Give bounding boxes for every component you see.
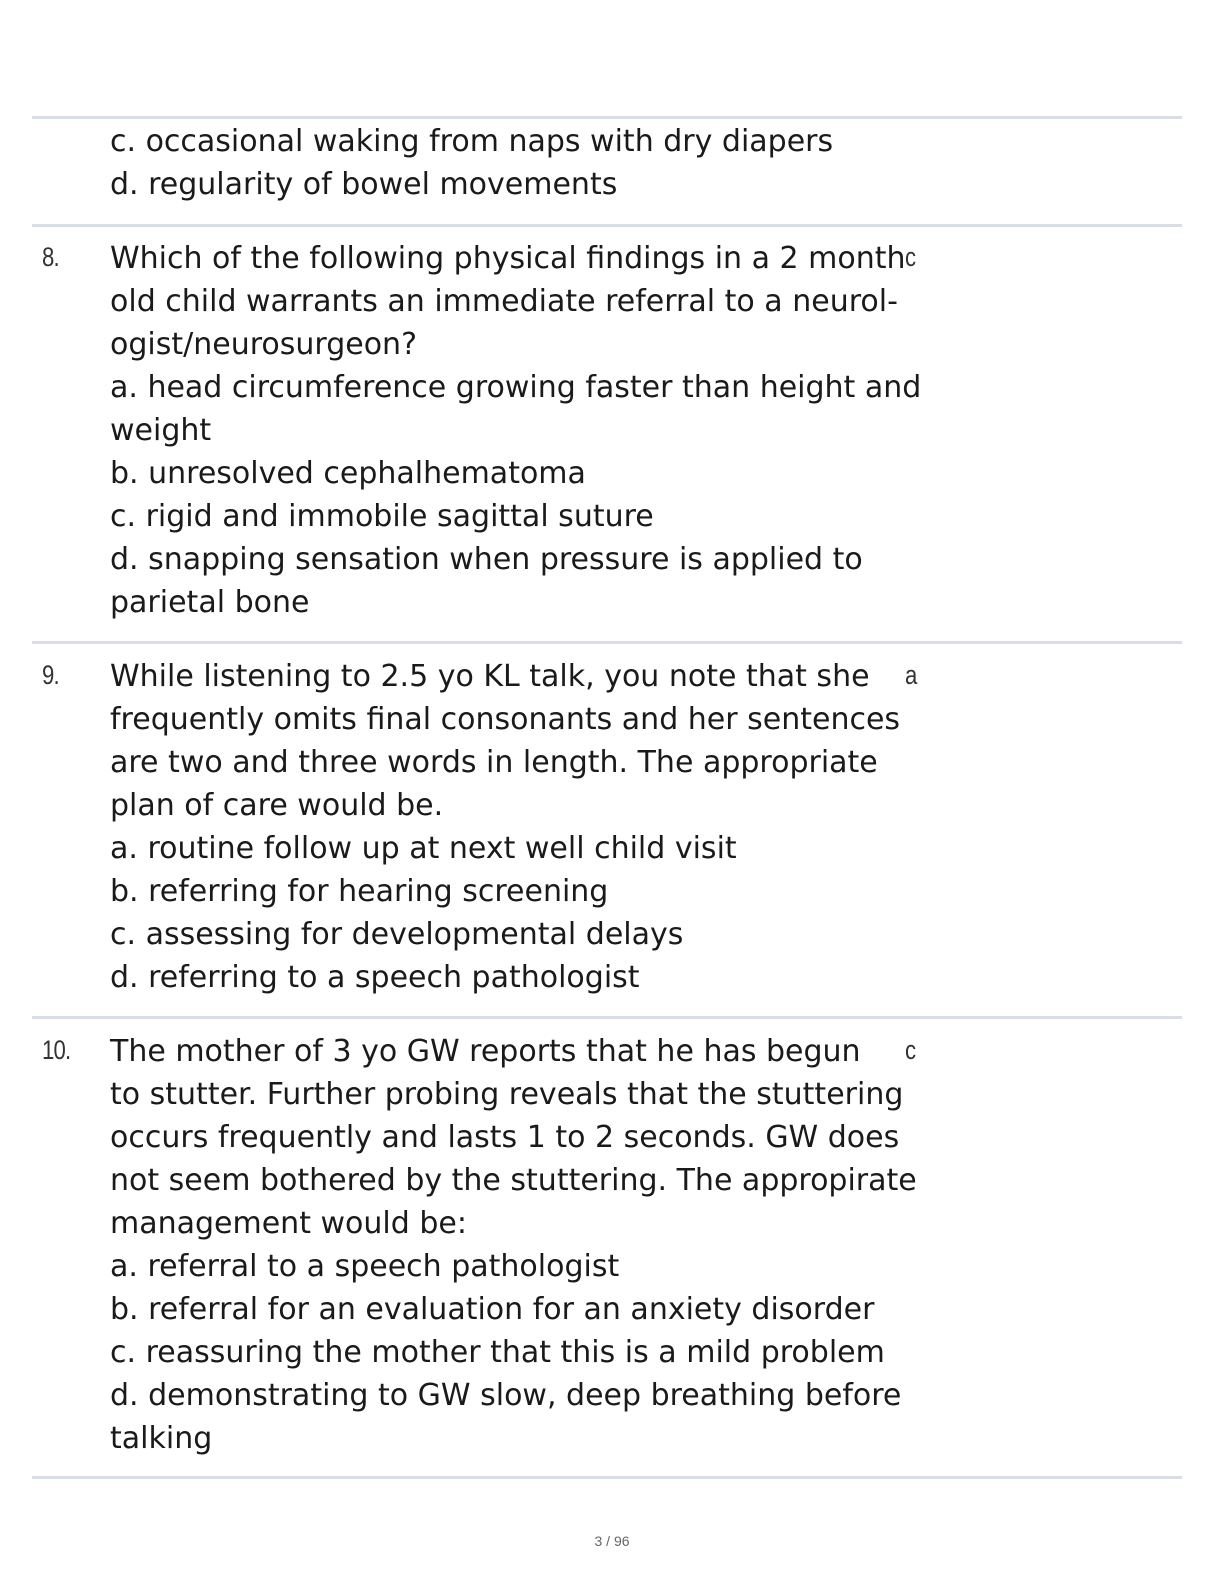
- question-number: 9.: [42, 660, 59, 690]
- option-a: a. routine follow up at next well child visit: [110, 831, 737, 866]
- question-line: Which of the following physical findings in a 2 month: [110, 241, 906, 276]
- question-line: to stutter. Further probing reveals that the stuttering: [110, 1077, 904, 1112]
- option-d: d. demonstrating to GW slow, deep breathing before: [110, 1378, 902, 1413]
- question-line: not seem bothered by the stuttering. The appropirate: [110, 1163, 917, 1198]
- option-b: b. unresolved cephalhematoma: [110, 456, 586, 491]
- question-text: [110, 1030, 917, 1460]
- question-line: The mother of 3 yo GW reports that he has begun: [110, 1034, 861, 1069]
- question-text: [110, 237, 922, 624]
- option-d: d. snapping sensation when pressure is applied to: [110, 542, 863, 577]
- option-d-cont: parietal bone: [110, 585, 310, 620]
- option-d-cont: talking: [110, 1421, 213, 1456]
- option-c: c. occasional waking from naps with dry diapers: [110, 124, 834, 159]
- question-text: [110, 655, 910, 999]
- answer-key: a: [905, 660, 918, 690]
- question-line: management would be:: [110, 1206, 467, 1241]
- question-line: occurs frequently and lasts 1 to 2 seconds. GW does: [110, 1120, 900, 1155]
- rule-3: [32, 1016, 1182, 1019]
- rule-2: [32, 641, 1182, 644]
- option-a-cont: weight: [110, 413, 212, 448]
- question-number: 10.: [42, 1035, 71, 1065]
- option-b: b. referral for an evaluation for an anxiety disorder: [110, 1292, 875, 1327]
- rule-top: [32, 116, 1182, 119]
- option-a: a. referral to a speech pathologist: [110, 1249, 620, 1284]
- answer-key: c: [905, 242, 917, 272]
- question-line: ogist/neurosurgeon?: [110, 327, 417, 362]
- option-a: a. head circumference growing faster than height and: [110, 370, 922, 405]
- question-number: 8.: [42, 242, 59, 272]
- answer-key: c: [905, 1035, 917, 1065]
- option-c: c. reassuring the mother that this is a mild problem: [110, 1335, 885, 1370]
- question-line: frequently omits final consonants and her sentences: [110, 702, 901, 737]
- rule-bottom: [32, 1476, 1182, 1479]
- question-line: plan of care would be.: [110, 788, 444, 823]
- option-d: d. referring to a speech pathologist: [110, 960, 640, 995]
- rule-1: [32, 224, 1182, 227]
- continued-text: [110, 120, 910, 206]
- option-c: c. rigid and immobile sagittal suture: [110, 499, 654, 534]
- option-d: d. regularity of bowel movements: [110, 167, 618, 202]
- option-b: b. referring for hearing screening: [110, 874, 609, 909]
- question-line: While listening to 2.5 yo KL talk, you note that she: [110, 659, 870, 694]
- question-line: are two and three words in length. The appropriate: [110, 745, 878, 780]
- page-number: 3 / 96: [594, 1533, 630, 1549]
- question-line: old child warrants an immediate referral to a neurol-: [110, 284, 898, 319]
- option-c: c. assessing for developmental delays: [110, 917, 684, 952]
